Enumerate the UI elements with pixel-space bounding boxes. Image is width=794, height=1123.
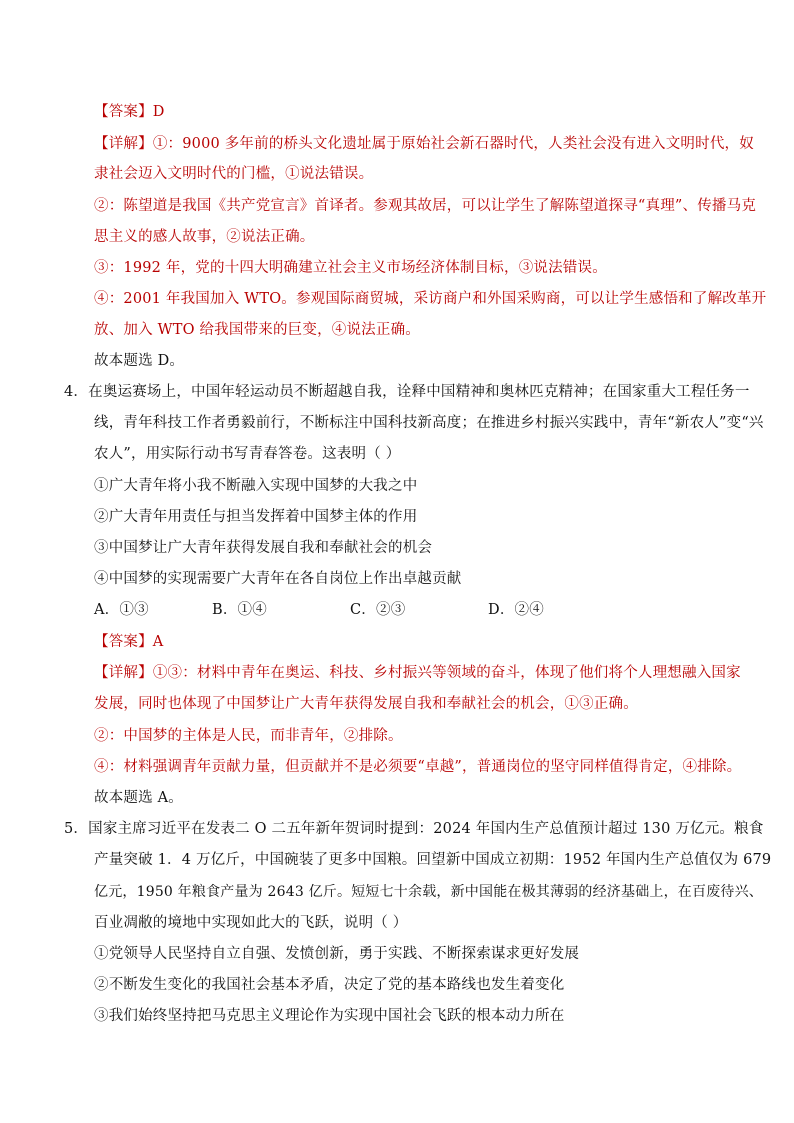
q3-detail-line-4: 思主义的感人故事，②说法正确。: [94, 229, 315, 245]
q4-detail-label: 【详解】: [94, 665, 153, 681]
q4-option-c: C．②③: [350, 602, 406, 618]
q4-statement-2: ②广大青年用责任与担当发挥着中国梦主体的作用: [94, 509, 418, 525]
q3-conclusion: 故本题选 D。: [94, 353, 185, 369]
q4-detail-line-4: ④：材料强调青年贡献力量，但贡献并不是必须要“卓越”，普通岗位的坚守同样值得肯定，④排除。: [94, 759, 742, 775]
q4-detail-text: ①③：材料中青年在奥运、科技、乡村振兴等领域的奋斗，体现了他们将个人理想融入国家: [152, 665, 741, 681]
q3-detail-line-2: 隶社会迈入文明时代的门槛，①说法错误。: [94, 166, 374, 182]
q5-stem-line-2: 产量突破 1．4 万亿斤，中国碗装了更多中国粮。回望新中国成立初期：1952 年国内生产总值仅为 679: [94, 852, 772, 868]
q4-conclusion: 故本题选 A。: [94, 790, 183, 806]
q3-detail-line-6: ④：2001 年我国加入 WTO。参观国际商贸城，采访商户和外国采购商，可以让学生感悟和了解改革开: [94, 291, 767, 307]
q5-stem-line-4: 百业凋敝的境地中实现如此大的飞跃，说明（ ）: [94, 915, 408, 931]
q5-statement-3: ③我们始终坚持把马克思主义理论作为实现中国社会飞跃的根本动力所在: [94, 1008, 565, 1024]
q3-detail-line-7: 放、加入 WTO 给我国带来的巨变，④说法正确。: [94, 322, 420, 338]
q4-detail-line-2: 发展，同时也体现了中国梦让广大青年获得发展自我和奉献社会的机会，①③正确。: [94, 696, 638, 712]
q4-statement-3: ③中国梦让广大青年获得发展自我和奉献社会的机会: [94, 540, 433, 556]
q4-answer-line: 【答案】A: [94, 634, 164, 650]
q3-detail-label: 【详解】: [94, 136, 153, 152]
q4-detail-line-3: ②：中国梦的主体是人民，而非青年，②排除。: [94, 728, 403, 744]
q3-detail-line-1: [94, 134, 754, 154]
q4-stem-line-3: 农人”，用实际行动书写青春答卷。这表明（ ）: [94, 446, 401, 462]
q3-answer-line: 【答案】D: [94, 104, 165, 120]
q4-statement-1: ①广大青年将小我不断融入实现中国梦的大我之中: [94, 478, 418, 494]
q3-detail-line-5: ③：1992 年，党的十四大明确建立社会主义市场经济体制目标，③说法错误。: [94, 260, 607, 276]
q3-detail-text: ①：9000 多年前的桥头文化遗址属于原始社会新石器时代，人类社会没有进入文明时代，奴: [152, 136, 754, 152]
q3-detail-line-3: ②：陈望道是我国《共产党宣言》首译者。参观其故居，可以让学生了解陈望道探寻“真理”、传播马克: [94, 198, 757, 214]
q5-statement-2: ②不断发生变化的我国社会基本矛盾，决定了党的基本路线也发生着变化: [94, 977, 565, 993]
q4-option-b: B．①④: [212, 602, 267, 618]
q4-detail-line-1: [94, 663, 741, 683]
q5-stem-line-3: 亿元，1950 年粮食产量为 2643 亿斤。短短七十余载，新中国能在极其薄弱的经济基础上，在百废待兴、: [94, 884, 764, 900]
q5-statement-1: ①党领导人民坚持自立自强、发愤创新，勇于实践、不断探索谋求更好发展: [94, 946, 580, 962]
q4-statement-4: ④中国梦的实现需要广大青年在各自岗位上作出卓越贡献: [94, 571, 462, 587]
q4-stem-line-2: 线，青年科技工作者勇毅前行，不断标注中国科技新高度；在推进乡村振兴实践中，青年“新农人”变“兴: [94, 415, 764, 431]
q4-option-a: A．①③: [94, 602, 149, 618]
q4-stem-line-1: 4．在奥运赛场上，中国年轻运动员不断超越自我，诠释中国精神和奥林匹克精神；在国家重大工程任务一: [64, 384, 750, 400]
q5-stem-line-1: 5．国家主席习近平在发表二 O 二五年新年贺词时提到：2024 年国内生产总值预计超过 130 万亿元。粮食: [64, 821, 764, 837]
q4-option-d: D．②④: [488, 602, 544, 618]
